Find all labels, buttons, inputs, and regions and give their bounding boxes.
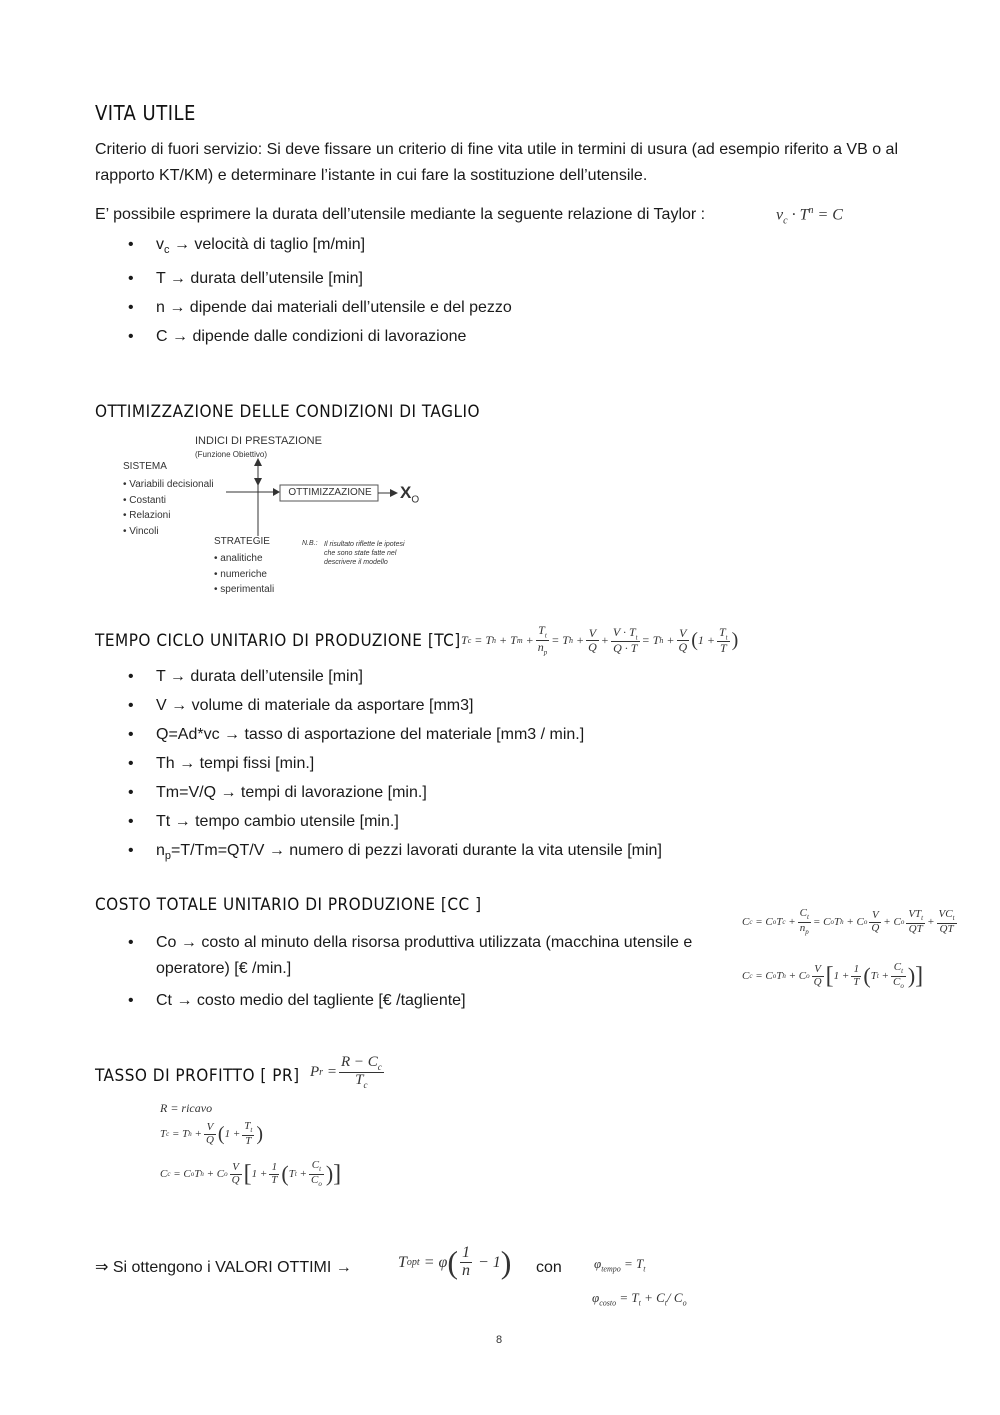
cc-formula-2: C c = C o T h + C o $\frac{V}{Q}$ [ 1 + $\frac{1}{T}$ ( T t + $\frac{C_t}{C_o}$ ) ] <box>742 961 924 990</box>
section-title-costo-totale: COSTO TOTALE UNITARIO DI PRODUZIONE [CC ] <box>95 895 482 915</box>
list-item: • Co → costo al minuto della risorsa produttiva utilizzata (macchina utensile e operatore) [€ /min.] <box>95 930 725 982</box>
list-item: • T → durata dell’utensile [min] <box>95 667 915 687</box>
list-item: • Q=Ad*vc → tasso di asportazione del materiale [mm3 / min.] <box>95 725 915 745</box>
paragraph-taylor: E’ possibile esprimere la durata dell’utensile mediante la seguente relazione di Taylor : <box>95 206 706 223</box>
sistema-item: • Variabili decisionali <box>123 479 214 490</box>
taylor-formula: $v_c \cdot T^n = C$ <box>776 205 843 227</box>
strategie-item: • sperimentali <box>214 584 275 595</box>
strategie-list <box>214 551 274 598</box>
strategie-item: • analitiche <box>214 553 263 564</box>
list-item: • V → volume di materiale da asportare [mm3] <box>95 696 915 716</box>
list-item: • $n_p=T/Tm=QT/V$ → numero di pezzi lavorati durante la vita utensile [min] <box>95 841 915 866</box>
list-item: • n → dipende dai materiali dell’utensile e del pezzo <box>95 298 895 318</box>
ricavo-line: R = ricavo <box>160 1101 213 1115</box>
list-item: • Tm=V/Q → tempi di lavorazione [min.] <box>95 783 915 803</box>
tc-formula: T c = T h + T m + $\frac{T_t}{n_p}$ = T h + $\frac{V}{Q}$ + $\frac{V \cdot T_t}{Q \cdot T}$ = T h + $\frac{V}{Q}$ ( 1 + $\frac{T_t}{T}$ ) <box>461 623 739 657</box>
optimization-diagram <box>118 432 438 602</box>
section-title-tempo-ciclo: TEMPO CICLO UNITARIO DI PRODUZIONE [TC] <box>95 631 461 651</box>
list-item: • Ct → costo medio del tagliente [€ /tagliente] <box>95 991 725 1011</box>
phi-tempo-formula: $\varphi_{tempo} = T_t$ <box>594 1256 646 1274</box>
nb-line: che sono state fatte nel <box>324 550 397 557</box>
vita-utile-bullets <box>95 235 895 356</box>
cc-formula-short: C c = C o T h + C o $\frac{V}{Q}$ [ 1 + $\frac{1}{T}$ ( T t + $\frac{C_t}{C_o}$ ) ] <box>160 1159 342 1188</box>
nb-line: descrivere il modello <box>324 559 388 566</box>
tc-formula-short: T c = T h + $\frac{V}{Q}$ ( 1 + $\frac{T_t}{T}$ ) <box>160 1120 264 1147</box>
sistema-item: • Relazioni <box>123 510 171 521</box>
pr-formula: P r = $\frac{R - C_c}{T_c}$ <box>310 1054 382 1091</box>
valori-ottimi-text: ⇒ Si ottengono i VALORI OTTIMI → <box>95 1259 352 1276</box>
list-item: • $v_c$ → velocità di taglio [m/min] <box>95 235 895 260</box>
indici-subtitle: (Funzione Obiettivo) <box>195 450 268 459</box>
cc-formula-1: C c = C o T c + $\frac{C_t}{n_p}$ = C o T h + C o $\frac{V}{Q}$ + C o $\frac{VT_t}{QT}$ + $\frac{VC_t}{QT}$ <box>742 908 955 936</box>
ottimizzazione-box-label: OTTIMIZZAZIONE <box>288 487 372 498</box>
con-text: con <box>536 1259 562 1276</box>
list-item: • C → dipende dalle condizioni di lavorazione <box>95 327 895 347</box>
topt-formula: T opt = φ ( $\frac{1}{n}$ − 1 ) <box>398 1244 512 1280</box>
costo-totale-bullets <box>95 930 725 1020</box>
phi-costo-formula: $\varphi_{costo} = T_t + C_t/$ $C_o$ <box>592 1290 687 1308</box>
page-number: 8 <box>496 1334 503 1346</box>
nb-line: Il risultato riflette le ipotesi <box>324 541 405 548</box>
sistema-item: • Vincoli <box>123 525 159 537</box>
section-title-ottimizzazione: OTTIMIZZAZIONE DELLE CONDIZIONI DI TAGLIO <box>95 402 481 422</box>
tempo-ciclo-bullets <box>95 667 915 875</box>
nb-label: N.B.: <box>302 540 318 547</box>
section-title-vita-utile: VITA UTILE <box>95 101 196 125</box>
sistema-list <box>123 477 214 539</box>
sistema-title: SISTEMA <box>123 461 167 472</box>
strategie-item: • numeriche <box>214 568 267 580</box>
section-title-tasso-profitto: TASSO DI PROFITTO [ PR] <box>95 1066 300 1086</box>
indici-title: INDICI DI PRESTAZIONE <box>195 435 322 447</box>
list-item: • Th → tempi fissi [min.] <box>95 754 915 774</box>
paragraph-criterio: Criterio di fuori servizio: Si deve fissare un criterio di fine vita utile in termini di usura (ad esempio riferito a VB o al rapporto KT/KM) e determinare l’istante in cui fare la sostituzione dell’utensile. <box>95 141 898 184</box>
strategie-title: STRATEGIE <box>214 536 270 547</box>
sistema-item: • Costanti <box>123 494 166 506</box>
list-item: • Tt → tempo cambio utensile [min.] <box>95 812 915 832</box>
nb-note <box>324 540 405 567</box>
list-item: • T → durata dell’utensile [min] <box>95 269 895 289</box>
output-x: $X_O$ <box>400 483 420 506</box>
